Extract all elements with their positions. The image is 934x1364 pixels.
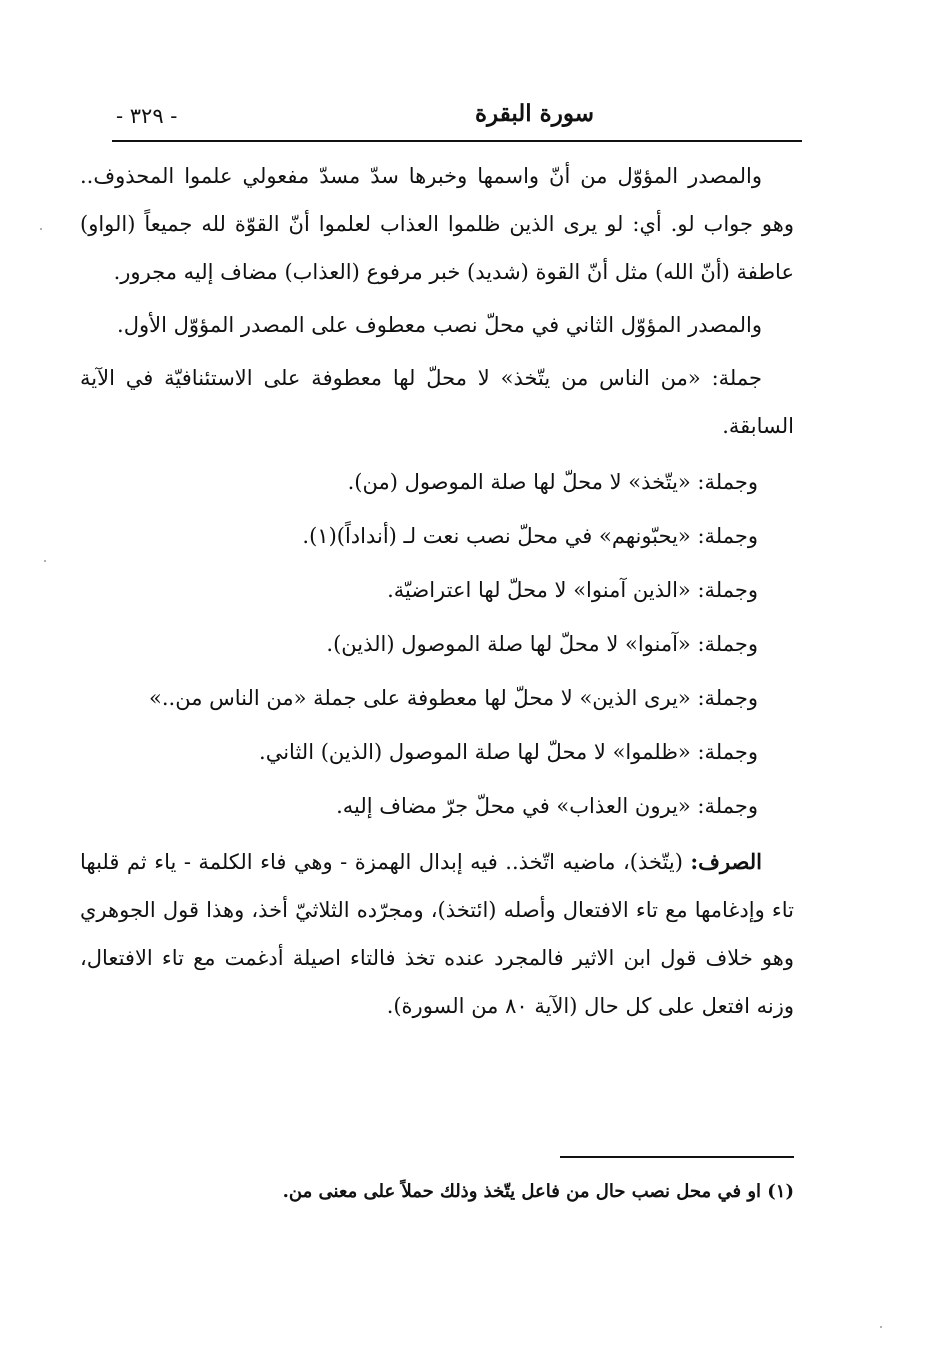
morphology-text: (يتّخذ)، ماضيه اتّخذ.. فيه إبدال الهمزة - وهي فاء الكلمة - ياء ثم قلبها تاء وإدغامها مع تاء الافتعال وأصله (ائتخذ)، ومجرّده الثلاثيّ أخذ، وهذا قول الجوهري وهو خلاف قول ابن الاثير فالمجرد عنده تخذ فالتاء اصيلة أدغمت مع تاء الافتعال، وزنه افتعل على كل حال (الآية ٨٠ من السورة).	[80, 850, 794, 1018]
paragraph-masdar-second: والمصدر المؤوّل الثاني في محلّ نصب معطوف على المصدر المؤوّل الأول.	[117, 313, 762, 337]
sentence-item: وجملة: «ظلموا» لا محلّ لها صلة الموصول (الذين) الثاني.	[259, 740, 758, 764]
footnote-divider	[560, 1156, 794, 1158]
footnote: (١) او في محل نصب حال من فاعل يتّخذ وذلك حملاً على معنى من.	[282, 1181, 794, 1202]
sentence-item: وجملة: «يرون العذاب» في محلّ جرّ مضاف إليه.	[336, 794, 758, 818]
sentence-item: وجملة: «يحبّونهم» في محلّ نصب نعت لـ (أنداداً)(١).	[302, 524, 758, 548]
scan-speck	[40, 228, 42, 230]
paragraph-masdar-first: والمصدر المؤوّل من أنّ واسمها وخبرها سدّ مسدّ مفعولي علموا المحذوف.. وهو جواب لو. أي: لو يرى الذين ظلموا العذاب لعلموا أنّ القوّة لله جميعاً (الواو) عاطفة (أنّ الله) مثل أنّ القوة (شديد) خبر مرفوع (العذاب) مضاف إليه مجرور.	[80, 164, 794, 284]
page-header	[112, 98, 802, 134]
sentence-item: وجملة: «الذين آمنوا» لا محلّ لها اعتراضيّة.	[387, 578, 758, 602]
paragraph-sentence-intro: جملة: «من الناس من يتّخذ» لا محلّ لها معطوفة على الاستئنافيّة في الآية السابقة.	[80, 366, 794, 438]
header-divider	[112, 140, 802, 142]
sentence-item: وجملة: «يتّخذ» لا محلّ لها صلة الموصول (من).	[347, 470, 758, 494]
surah-title: سورة البقرة	[474, 100, 594, 127]
scan-speck	[44, 560, 46, 562]
sentence-analysis-list	[80, 455, 794, 833]
main-text	[80, 152, 794, 1035]
sentence-item: وجملة: «يرى الذين» لا محلّ لها معطوفة على جملة «من الناس من..»	[149, 686, 758, 710]
paragraph-morphology	[80, 838, 794, 1030]
morphology-term: الصرف:	[690, 849, 762, 874]
page-number: - ٣٢٩ -	[116, 104, 178, 128]
scan-speck	[880, 1326, 882, 1328]
sentence-item: وجملة: «آمنوا» لا محلّ لها صلة الموصول (الذين).	[326, 632, 758, 656]
